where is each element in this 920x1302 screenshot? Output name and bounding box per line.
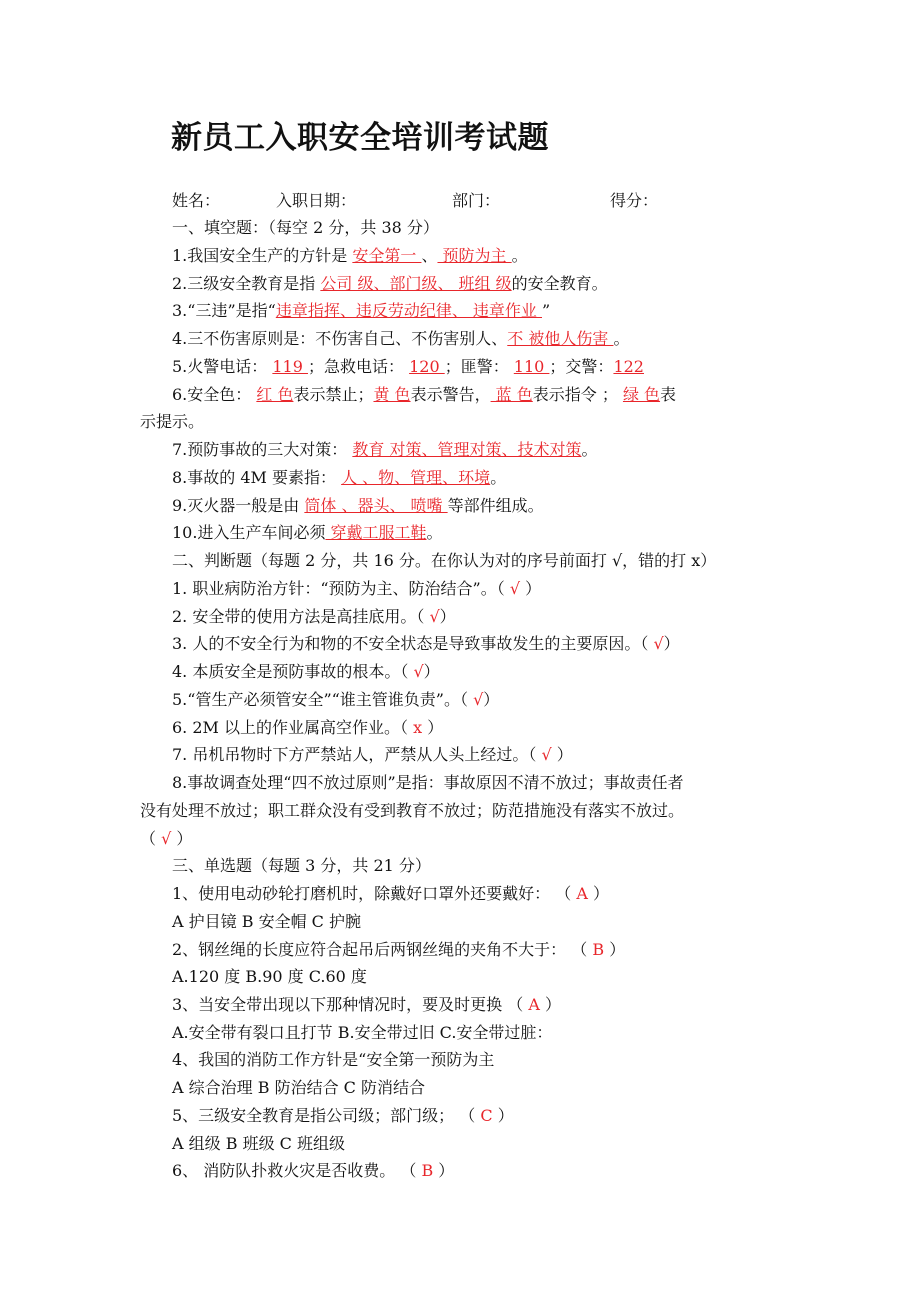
- question-2-6: [172, 717, 443, 739]
- text-span: 。: [581, 440, 598, 459]
- text-span: ）: [604, 940, 626, 959]
- text-span: 2.三级安全教育是指: [172, 274, 321, 293]
- date-label: 入职日期：: [276, 191, 357, 210]
- answer: 绿 色: [622, 385, 661, 404]
- answer: 人 、物、管理、环境: [341, 468, 491, 487]
- answer: 不 被他人伤害: [507, 329, 614, 348]
- text-span: 表示禁止；: [293, 385, 374, 404]
- text-span: 4.三不伤害原则是：不伤害自己、不伤害别人、: [172, 329, 508, 348]
- text-span: 表: [660, 385, 677, 404]
- text-span: 5、三级安全教育是指公司级；部门级； （: [172, 1106, 481, 1125]
- section-1-heading: 一、填空题：（每空 2 分，共 38 分）: [172, 218, 439, 237]
- text-span: 的安全教育。: [511, 274, 608, 293]
- answer: √: [161, 829, 172, 848]
- text-span: 等部件组成。: [447, 496, 544, 515]
- answer: 穿戴工服工鞋: [325, 523, 427, 542]
- question-2-5: [172, 689, 499, 711]
- text-span: 7.预防事故的三大对策：: [172, 440, 353, 459]
- text-span: ；急救电话：: [307, 357, 410, 376]
- text-span: 。: [426, 523, 443, 542]
- text-span: 。: [613, 329, 630, 348]
- text-span: ）: [520, 579, 542, 598]
- answer: 公司 级、部门级、 班组 级: [320, 274, 512, 293]
- text-span: ）: [171, 829, 193, 848]
- text-span: 表示警告，: [410, 385, 491, 404]
- score-label: 得分：: [610, 191, 659, 210]
- text-span: ）: [551, 745, 573, 764]
- question-3-1: [172, 883, 609, 905]
- question-1-3: [172, 300, 550, 322]
- text-span: ）: [483, 690, 500, 709]
- text-span: 。: [511, 246, 528, 265]
- options-3-3: A.安全带有裂口且打节 B.安全带过旧 C.安全带过脏：: [172, 1023, 553, 1042]
- text-span: 表示指令 ；: [532, 385, 623, 404]
- answer: 蓝 色: [490, 385, 533, 404]
- question-3-3: [172, 994, 561, 1016]
- text-span: 3.“三违”是指“: [172, 301, 276, 320]
- answer: 违章指挥、违反劳动纪律、 违章作业: [275, 301, 542, 320]
- answer: 红 色: [256, 385, 294, 404]
- question-1-1: [172, 245, 528, 267]
- question-1-2: [172, 273, 608, 295]
- question-1-9: [172, 495, 544, 517]
- section-3-heading: 三、单选题（每题 3 分，共 21 分）: [172, 856, 431, 875]
- text-span: 6.安全色：: [172, 385, 257, 404]
- text-span: 1. 职业病防治方针：“预防为主、防治结合”。（: [172, 579, 510, 598]
- header-fields: [172, 190, 658, 212]
- answer: x: [413, 718, 423, 737]
- answer: 120: [409, 357, 445, 376]
- answer: B: [592, 940, 605, 959]
- question-2-3: [172, 633, 680, 655]
- question-2-8-line-2: 没有处理不放过；职工群众没有受到教育不放过；防范措施没有落实不放过。: [140, 801, 685, 820]
- answer: C: [480, 1106, 493, 1125]
- question-1-5: [172, 356, 644, 378]
- dept-label: 部门：: [452, 191, 501, 210]
- answer: B: [421, 1161, 434, 1180]
- answer: 安全第一: [352, 246, 422, 265]
- text-span: 1.我国安全生产的方针是: [172, 246, 353, 265]
- options-3-4: A 综合治理 B 防治结合 C 防消结合: [172, 1078, 425, 1097]
- question-2-4: [172, 661, 440, 683]
- text-span: 7. 吊机吊物时下方严禁站人，严禁从人头上经过。（: [172, 745, 542, 764]
- options-3-2: A.120 度 B.90 度 C.60 度: [172, 967, 367, 986]
- question-2-8-line-3: [140, 828, 192, 850]
- question-3-5: [172, 1105, 514, 1127]
- text-span: ）: [423, 662, 440, 681]
- answer: A: [528, 995, 540, 1014]
- text-span: ；交警：: [549, 357, 614, 376]
- answer: 黄 色: [373, 385, 411, 404]
- text-span: 2、钢丝绳的长度应符合起吊后两钢丝绳的夹角不大于： （: [172, 940, 593, 959]
- question-3-6: [172, 1160, 454, 1182]
- options-3-5: A 组级 B 班级 C 班组级: [172, 1134, 345, 1153]
- text-span: 。: [490, 468, 507, 487]
- question-1-6-cont: 示提示。: [140, 412, 205, 431]
- text-span: ）: [663, 634, 680, 653]
- text-span: 1、使用电动砂轮打磨机时，除戴好口罩外还要戴好： （: [172, 884, 577, 903]
- options-3-1: A 护目镜 B 安全帽 C 护腕: [172, 912, 361, 931]
- text-span: 2. 安全带的使用方法是高挂底用。（: [172, 607, 430, 626]
- text-span: ；匪警：: [444, 357, 514, 376]
- text-span: 10.进入生产车间必须: [172, 523, 326, 542]
- question-3-4: 4、我国的消防工作方针是“安全第一预防为主: [172, 1050, 495, 1069]
- text-span: 5.火警电话：: [172, 357, 273, 376]
- text-span: 、: [421, 246, 438, 265]
- question-2-8-line-1: 8.事故调查处理“四不放过原则”是指：事故原因不清不放过；事故责任者: [172, 773, 684, 792]
- answer: 预防为主: [437, 246, 512, 265]
- text-span: ）: [422, 718, 444, 737]
- text-span: ）: [539, 995, 562, 1014]
- text-span: 6. 2M 以上的作业属高空作业。（: [172, 718, 414, 737]
- question-1-4: [172, 328, 629, 350]
- text-span: ）: [587, 884, 610, 903]
- text-span: 3、当安全带出现以下那种情况时，要及时更换 （: [172, 995, 529, 1014]
- answer: 教育 对策、管理对策、技术对策: [352, 440, 582, 459]
- text-span: 5.“管生产必须管安全”“谁主管谁负责”。（: [172, 690, 474, 709]
- question-2-7: [172, 744, 573, 766]
- answer: √: [429, 607, 440, 626]
- question-1-8: [172, 467, 506, 489]
- question-1-10: [172, 522, 443, 544]
- text-span: （: [140, 829, 162, 848]
- answer: √: [653, 634, 664, 653]
- answer: 122: [613, 357, 644, 376]
- question-3-2: [172, 939, 625, 961]
- answer: 110: [513, 357, 550, 376]
- text-span: 6、 消防队扑救火灾是否收费。 （: [172, 1161, 422, 1180]
- text-span: ）: [433, 1161, 455, 1180]
- answer: √: [473, 690, 484, 709]
- question-1-7: [172, 439, 597, 461]
- text-span: 4. 本质安全是预防事故的根本。（: [172, 662, 414, 681]
- section-2-heading: 二、判断题（每题 2 分，共 16 分。在你认为对的序号前面打 √，错的打 x）: [172, 551, 717, 570]
- text-span: ）: [439, 607, 456, 626]
- text-span: 3. 人的不安全行为和物的不安全状态是导致事故发生的主要原因。（: [172, 634, 654, 653]
- question-1-6: [172, 384, 676, 406]
- answer: A: [576, 884, 588, 903]
- answer: √: [509, 579, 521, 598]
- page-title: 新员工入职安全培训考试题: [171, 120, 549, 156]
- text-span: ）: [492, 1106, 514, 1125]
- question-2-2: [172, 606, 456, 628]
- answer: 119: [272, 357, 308, 376]
- text-span: 8.事故的 4M 要素指：: [172, 468, 342, 487]
- name-label: 姓名：: [172, 191, 221, 210]
- answer: 筒体 、器头、 喷嘴: [304, 496, 448, 515]
- answer: √: [413, 662, 424, 681]
- answer: √: [541, 745, 552, 764]
- question-2-1: [172, 578, 541, 600]
- text-span: ”: [542, 301, 551, 320]
- text-span: 9.灭火器一般是由: [172, 496, 305, 515]
